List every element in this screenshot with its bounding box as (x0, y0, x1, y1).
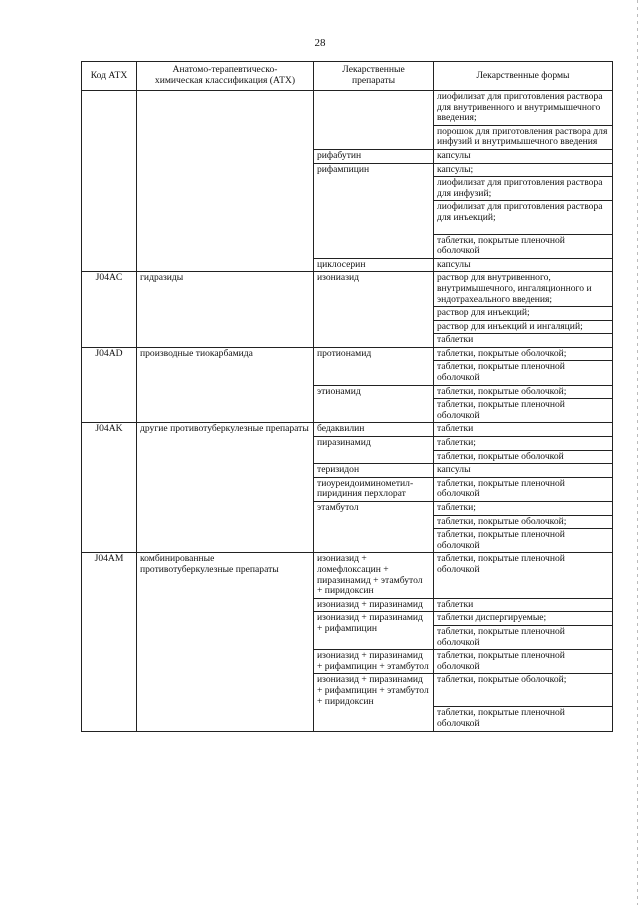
form-cell: таблетки; (434, 437, 613, 451)
table-row (82, 91, 613, 126)
form-cell: лиофилизат для приготовления раствора для внутривенного и внутримышечного введения; (434, 91, 613, 126)
header-code: Код АТХ (82, 62, 137, 91)
form-cell: таблетки, покрытые пленочной оболочкой (434, 707, 613, 731)
table-row (82, 423, 613, 437)
table-row (82, 272, 613, 307)
form-cell: таблетки (434, 334, 613, 348)
atx-class-cell: производные тиокарбамида (137, 347, 314, 423)
form-cell: таблетки, покрытые оболочкой; (434, 347, 613, 361)
table-row (82, 553, 613, 598)
form-cell: капсулы (434, 258, 613, 272)
form-cell: таблетки, покрытые пленочной оболочкой (434, 399, 613, 423)
form-cell: лиофилизат для приготовления раствора для инъекций; (434, 201, 613, 234)
form-cell: таблетки (434, 598, 613, 612)
scan-edge-marks (637, 0, 638, 905)
atx-table (81, 61, 613, 732)
drug-cell: этамбутол (314, 502, 434, 553)
form-cell: таблетки, покрытые пленочной оболочкой (434, 529, 613, 553)
atx-code-cell: J04AM (82, 553, 137, 731)
form-cell: таблетки, покрытые пленочной оболочкой (434, 361, 613, 385)
form-cell: таблетки, покрытые пленочной оболочкой (434, 234, 613, 258)
drug-cell: изониазид + пиразинамид + рифампицин + этамбутол + пиридоксин (314, 674, 434, 731)
form-cell: таблетки, покрытые пленочной оболочкой (434, 650, 613, 674)
table-row (82, 347, 613, 361)
form-cell: таблетки, покрытые пленочной оболочкой (434, 625, 613, 649)
drug-cell: теризидон (314, 464, 434, 478)
form-cell: таблетки, покрытые пленочной оболочкой (434, 553, 613, 598)
form-cell: капсулы (434, 464, 613, 478)
form-cell: раствор для внутривенного, внутримышечного, ингаляционного и эндотрахеального введения; (434, 272, 613, 307)
atx-class-cell: комбинированные противотуберкулезные препараты (137, 553, 314, 731)
form-cell: раствор для инъекций; (434, 307, 613, 321)
form-cell: таблетки; (434, 502, 613, 516)
form-cell: раствор для инъекций и ингаляций; (434, 320, 613, 334)
drug-cell: тиоуреидоиминометил-пиридиния перхлорат (314, 477, 434, 501)
form-cell: таблетки (434, 423, 613, 437)
form-cell: таблетки, покрытые оболочкой; (434, 385, 613, 399)
drug-cell: изониазид + пиразинамид + рифампицин + этамбутол (314, 650, 434, 674)
drug-cell: рифабутин (314, 149, 434, 163)
drug-cell: протионамид (314, 347, 434, 385)
form-cell: таблетки диспергируемые; (434, 612, 613, 626)
form-cell: таблетки, покрытые оболочкой; (434, 674, 613, 707)
atx-code-cell: J04AC (82, 272, 137, 348)
atx-class-cell: гидразиды (137, 272, 314, 348)
form-cell: таблетки, покрытые оболочкой; (434, 515, 613, 529)
atx-class-cell: другие противотуберкулезные препараты (137, 423, 314, 553)
atx-code-cell: J04AD (82, 347, 137, 423)
form-cell: таблетки, покрытые оболочкой (434, 450, 613, 464)
header-drugs: Лекарственные препараты (314, 62, 434, 91)
atx-class-cell (137, 91, 314, 272)
page-number: 28 (314, 37, 326, 49)
drug-cell: изониазид (314, 272, 434, 348)
drug-cell: этионамид (314, 385, 434, 423)
drug-cell: изониазид + ломефлоксацин + пиразинамид + этамбутол + пиридоксин (314, 553, 434, 598)
form-cell: капсулы (434, 149, 613, 163)
form-cell: порошок для приготовления раствора для инфузий и внутримышечного введения (434, 125, 613, 149)
drug-cell: рифампицин (314, 163, 434, 258)
table-header-row (82, 62, 613, 91)
header-forms: Лекарственные формы (434, 62, 613, 91)
drug-cell: циклосерин (314, 258, 434, 272)
drug-cell: изониазид + пиразинамид (314, 598, 434, 612)
form-cell: капсулы; (434, 163, 613, 177)
form-cell: лиофилизат для приготовления раствора для инфузий; (434, 177, 613, 201)
form-cell: таблетки, покрытые пленочной оболочкой (434, 477, 613, 501)
drug-cell: изониазид + пиразинамид + рифампицин (314, 612, 434, 650)
atx-code-cell (82, 91, 137, 272)
header-classification: Анатомо-терапевтическо- химическая классификация (АТХ) (137, 62, 314, 91)
atx-code-cell: J04AK (82, 423, 137, 553)
drug-cell: бедаквилин (314, 423, 434, 437)
drug-cell: пиразинамид (314, 437, 434, 464)
drug-cell (314, 91, 434, 150)
